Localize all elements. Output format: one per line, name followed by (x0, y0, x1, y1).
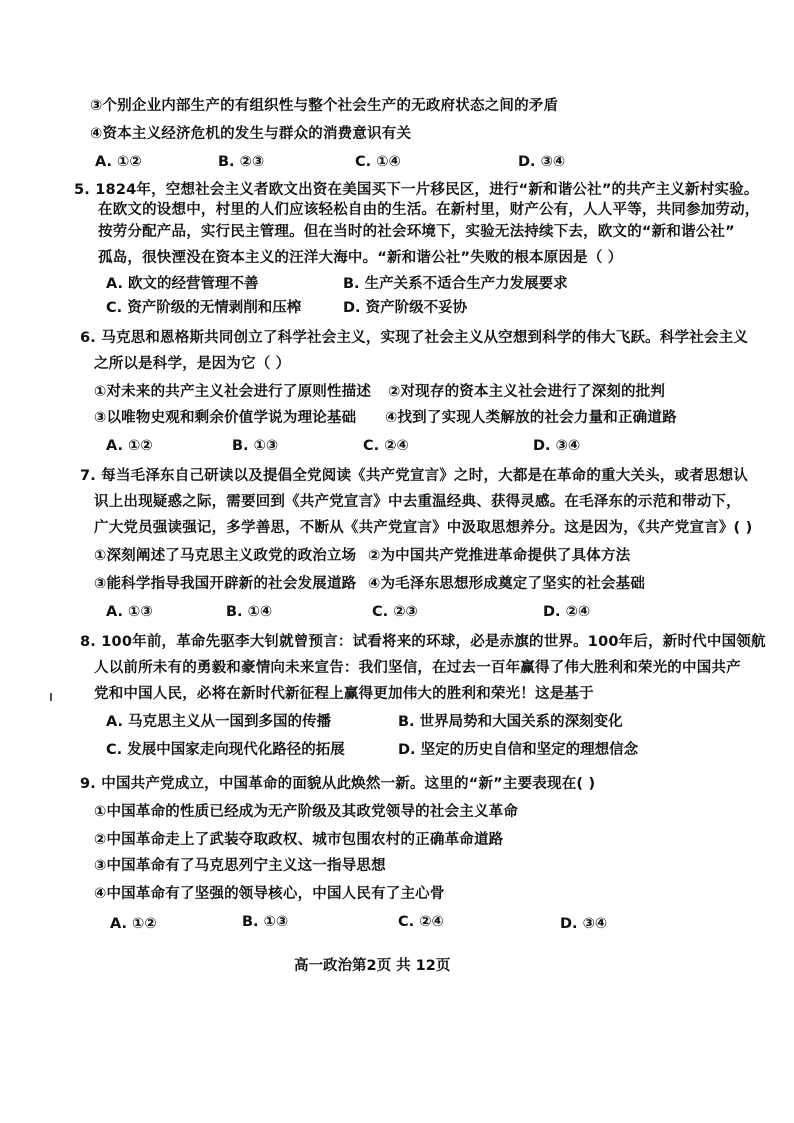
q5-option-c: C. 资产阶级的无情剥削和压榨 (106, 300, 302, 316)
q4-option-a: A. ①② (95, 154, 142, 170)
q6-statement-2: ②对现存的资本主义社会进行了深刻的批判 (388, 384, 666, 400)
q8-option-b: B. 世界局势和大国关系的深刻变化 (398, 714, 623, 730)
q8-stem-line-2: 人以前所未有的勇毅和豪情向未来宣告：我们坚信，在过去一百年赢得了伟大胜利和荣光的中国共产 (94, 660, 741, 676)
q6-statement-4: ④找到了实现人类解放的社会力量和正确道路 (385, 410, 677, 426)
scan-mark (50, 693, 52, 701)
q7-option-d: D. ②④ (543, 604, 591, 620)
q7-option-b: B. ①④ (226, 604, 273, 620)
q5-stem-line-3: 按劳分配产品，实行民主管理。但在当时的社会环境下，实验无法持续下去，欧文的“新和谐公社” (98, 224, 735, 240)
q9-statement-2: ②中国革命走上了武装夺取政权、城市包围农村的正确革命道路 (94, 832, 504, 848)
q9-option-d: D. ③④ (560, 916, 608, 932)
q8-option-d: D. 坚定的历史自信和坚定的理想信念 (398, 742, 639, 758)
q7-stem-line-3: 广大党员强读强记，多学善思，不断从《共产党宣言》中汲取思想养分。这是因为，《共产党宣言》( ) (94, 520, 753, 536)
q7-stem-line-2: 识上出现疑惑之际，需要回到《共产党宣言》中去重温经典、获得灵感。在毛泽东的示范和带动下， (94, 494, 741, 510)
q6-option-d: D. ③④ (533, 438, 581, 454)
q7-statement-2: ②为中国共产党推进革命提供了具体方法 (368, 548, 631, 564)
q4-option-d: D. ③④ (518, 154, 566, 170)
q5-stem-line-1: 5. 1824年，空想社会主义者欧文出资在美国买下一片移民区，进行“新和谐公社”的共产主义新村实验。 (74, 182, 759, 198)
q9-statement-4: ④中国革命有了坚强的领导核心，中国人民有了主心骨 (94, 886, 445, 902)
q8-option-a: A. 马克思主义从一国到多国的传播 (106, 714, 332, 730)
q6-stem-line-1: 6. 马克思和恩格斯共同创立了科学社会主义，实现了社会主义从空想到科学的伟大飞跃。科学社会主义 (80, 330, 749, 346)
page-footer: 高一政治第2页 共 12页 (294, 958, 451, 974)
q7-option-c: C. ②③ (372, 604, 418, 620)
q4-option-b: B. ②③ (218, 154, 265, 170)
q9-option-c: C. ②④ (398, 914, 444, 930)
q6-option-a: A. ①② (106, 438, 153, 454)
q7-statement-1: ①深刻阐述了马克思主义政党的政治立场 (94, 548, 357, 564)
q8-stem-line-1: 8. 100年前，革命先驱李大钊就曾预言：试看将来的环球，必是赤旗的世界。100年后，新时代中国领航 (80, 634, 766, 650)
q7-statement-4: ④为毛泽东思想形成奠定了坚实的社会基础 (368, 576, 646, 592)
q9-option-b: B. ①③ (242, 914, 289, 930)
q5-stem-line-4: 孤岛，很快湮没在资本主义的汪洋大海中。“新和谐公社”失败的根本原因是（ ） (98, 250, 623, 266)
q8-option-c: C. 发展中国家走向现代化路径的拓展 (106, 742, 345, 758)
q6-option-c: C. ②④ (363, 438, 409, 454)
q5-stem-line-2: 在欧文的设想中，村里的人们应该轻松自由的生活。在新村里，财产公有，人人平等，共同参加劳动， (98, 202, 760, 218)
q5-option-d: D. 资产阶级不妥协 (343, 300, 468, 316)
q8-stem-line-3: 党和中国人民，必将在新时代新征程上赢得更加伟大的胜利和荣光！这是基于 (94, 686, 594, 702)
q9-option-a: A. ①② (110, 916, 157, 932)
q9-statement-3: ③中国革命有了马克思列宁主义这一指导思想 (94, 858, 386, 874)
q7-stem-line-1: 7. 每当毛泽东自己研读以及提倡全党阅读《共产党宣言》之时，大都是在革命的重大关头，或者思想认 (80, 468, 749, 484)
q6-statement-3: ③以唯物史观和剩余价值学说为理论基础 (94, 410, 357, 426)
q5-option-b: B. 生产关系不适合生产力发展要求 (343, 276, 568, 292)
q4-statement-3: ③个别企业内部生产的有组织性与整个社会生产的无政府状态之间的矛盾 (90, 98, 559, 114)
q5-option-a: A. 欧文的经营管理不善 (106, 276, 259, 292)
q4-statement-4: ④资本主义经济危机的发生与群众的消费意识有关 (90, 126, 412, 142)
q4-option-c: C. ①④ (355, 154, 401, 170)
q6-statement-1: ①对未来的共产主义社会进行了原则性描述 (94, 384, 372, 400)
q9-statement-1: ①中国革命的性质已经成为无产阶级及其政党领导的社会主义革命 (94, 804, 519, 820)
q6-stem-line-2: 之所以是科学，是因为它（ ） (94, 356, 291, 372)
q7-statement-3: ③能科学指导我国开辟新的社会发展道路 (94, 576, 357, 592)
q9-stem-line-1: 9. 中国共产党成立，中国革命的面貌从此焕然一新。这里的“新”主要表现在( ) (80, 776, 596, 792)
q7-option-a: A. ①③ (106, 604, 153, 620)
q6-option-b: B. ①③ (232, 438, 279, 454)
